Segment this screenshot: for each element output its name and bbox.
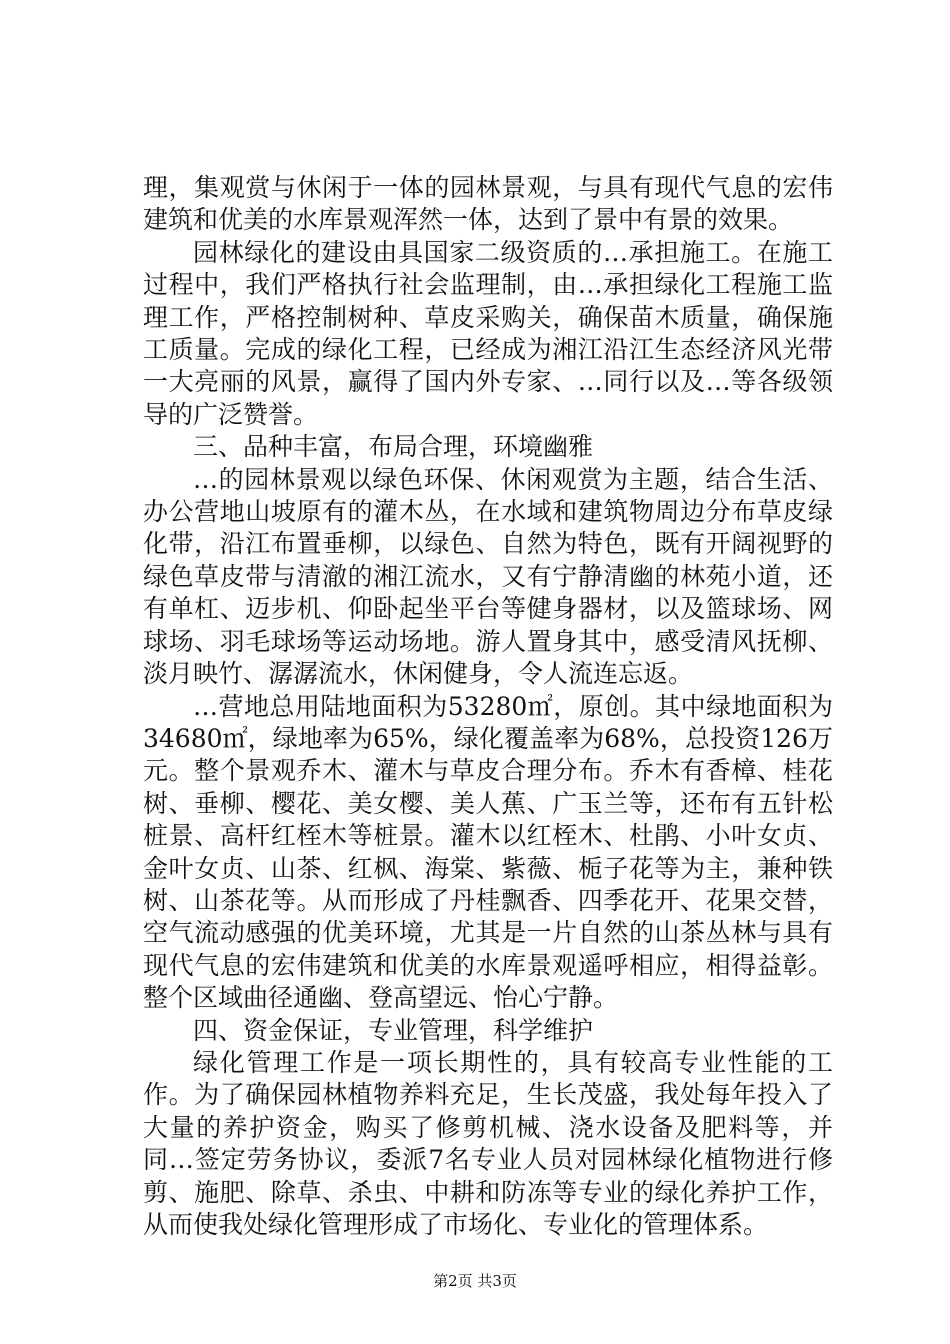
paragraph-continuation: 理，集观赏与休闲于一体的园林景观，与具有现代气息的宏伟建筑和优美的水库景观浑然一体，达到了景中有景的效果。 <box>143 173 833 235</box>
paragraph-landscape: …的园林景观以绿色环保、休闲观赏为主题，结合生活、办公营地山坡原有的灌木丛，在水域和建筑物周边分布草皮绿化带，沿江布置垂柳，以绿色、自然为特色，既有开阔视野的绿色草皮带与清澈的湘江流水，又有宁静清幽的林苑小道，还有单杠、迈步机、仰卧起坐平台等健身器材，以及篮球场、网球场、羽毛球场等运动场地。游人置身其中，感受清风抚柳、淡月映竹、潺潺流水，休闲健身，令人流连忘返。 <box>143 464 833 689</box>
paragraph-area-stats: …营地总用陆地面积为53280㎡，原创。其中绿地面积为34680㎡，绿地率为65%，绿化覆盖率为68%，总投资126万元。整个景观乔木、灌木与草皮合理分布。乔木有香樟、桂花树、垂柳、樱花、美女樱、美人蕉、广玉兰等，还布有五针松桩景、高杆红桎木等桩景。灌木以红桎木、杜鹃、小叶女贞、金叶女贞、山茶、红枫、海棠、紫薇、栀子花等为主，兼种铁树、山茶花等。从而形成了丹桂飘香、四季花开、花果交替，空气流动感强的优美环境，尤其是一片自然的山茶丛林与具有现代气息的宏伟建筑和优美的水库景观遥呼相应，相得益彰。整个区域曲径通幽、登高望远、怡心宁静。 <box>143 691 833 1013</box>
paragraph-construction: 园林绿化的建设由具国家二级资质的…承担施工。在施工过程中，我们严格执行社会监理制，由…承担绿化工程施工监理工作，严格控制树种、草皮采购关，确保苗木质量，确保施工质量。完成的绿化工程，已经成为湘江沿江生态经济风光带一大亮丽的风景，赢得了国内外专家、…同行以及…等各级领导的广泛赞誉。 <box>143 237 833 429</box>
section-heading-three: 三、品种丰富，布局合理，环境幽雅 <box>193 432 594 462</box>
document-body <box>143 172 833 1241</box>
page-number-footer: 第2页 共3页 <box>433 1272 517 1290</box>
section-heading-four: 四、资金保证，专业管理，科学维护 <box>193 1015 594 1045</box>
paragraph-management: 绿化管理工作是一项长期性的，具有较高专业性能的工作。为了确保园林植物养料充足，生长茂盛，我处每年投入了大量的养护资金，购买了修剪机械、浇水设备及肥料等，并同…签定劳务协议，委派7名专业人员对园林绿化植物进行修剪、施肥、除草、杀虫、中耕和防冻等专业的绿化养护工作，从而使我处绿化管理形成了市场化、专业化的管理体系。 <box>143 1047 833 1239</box>
